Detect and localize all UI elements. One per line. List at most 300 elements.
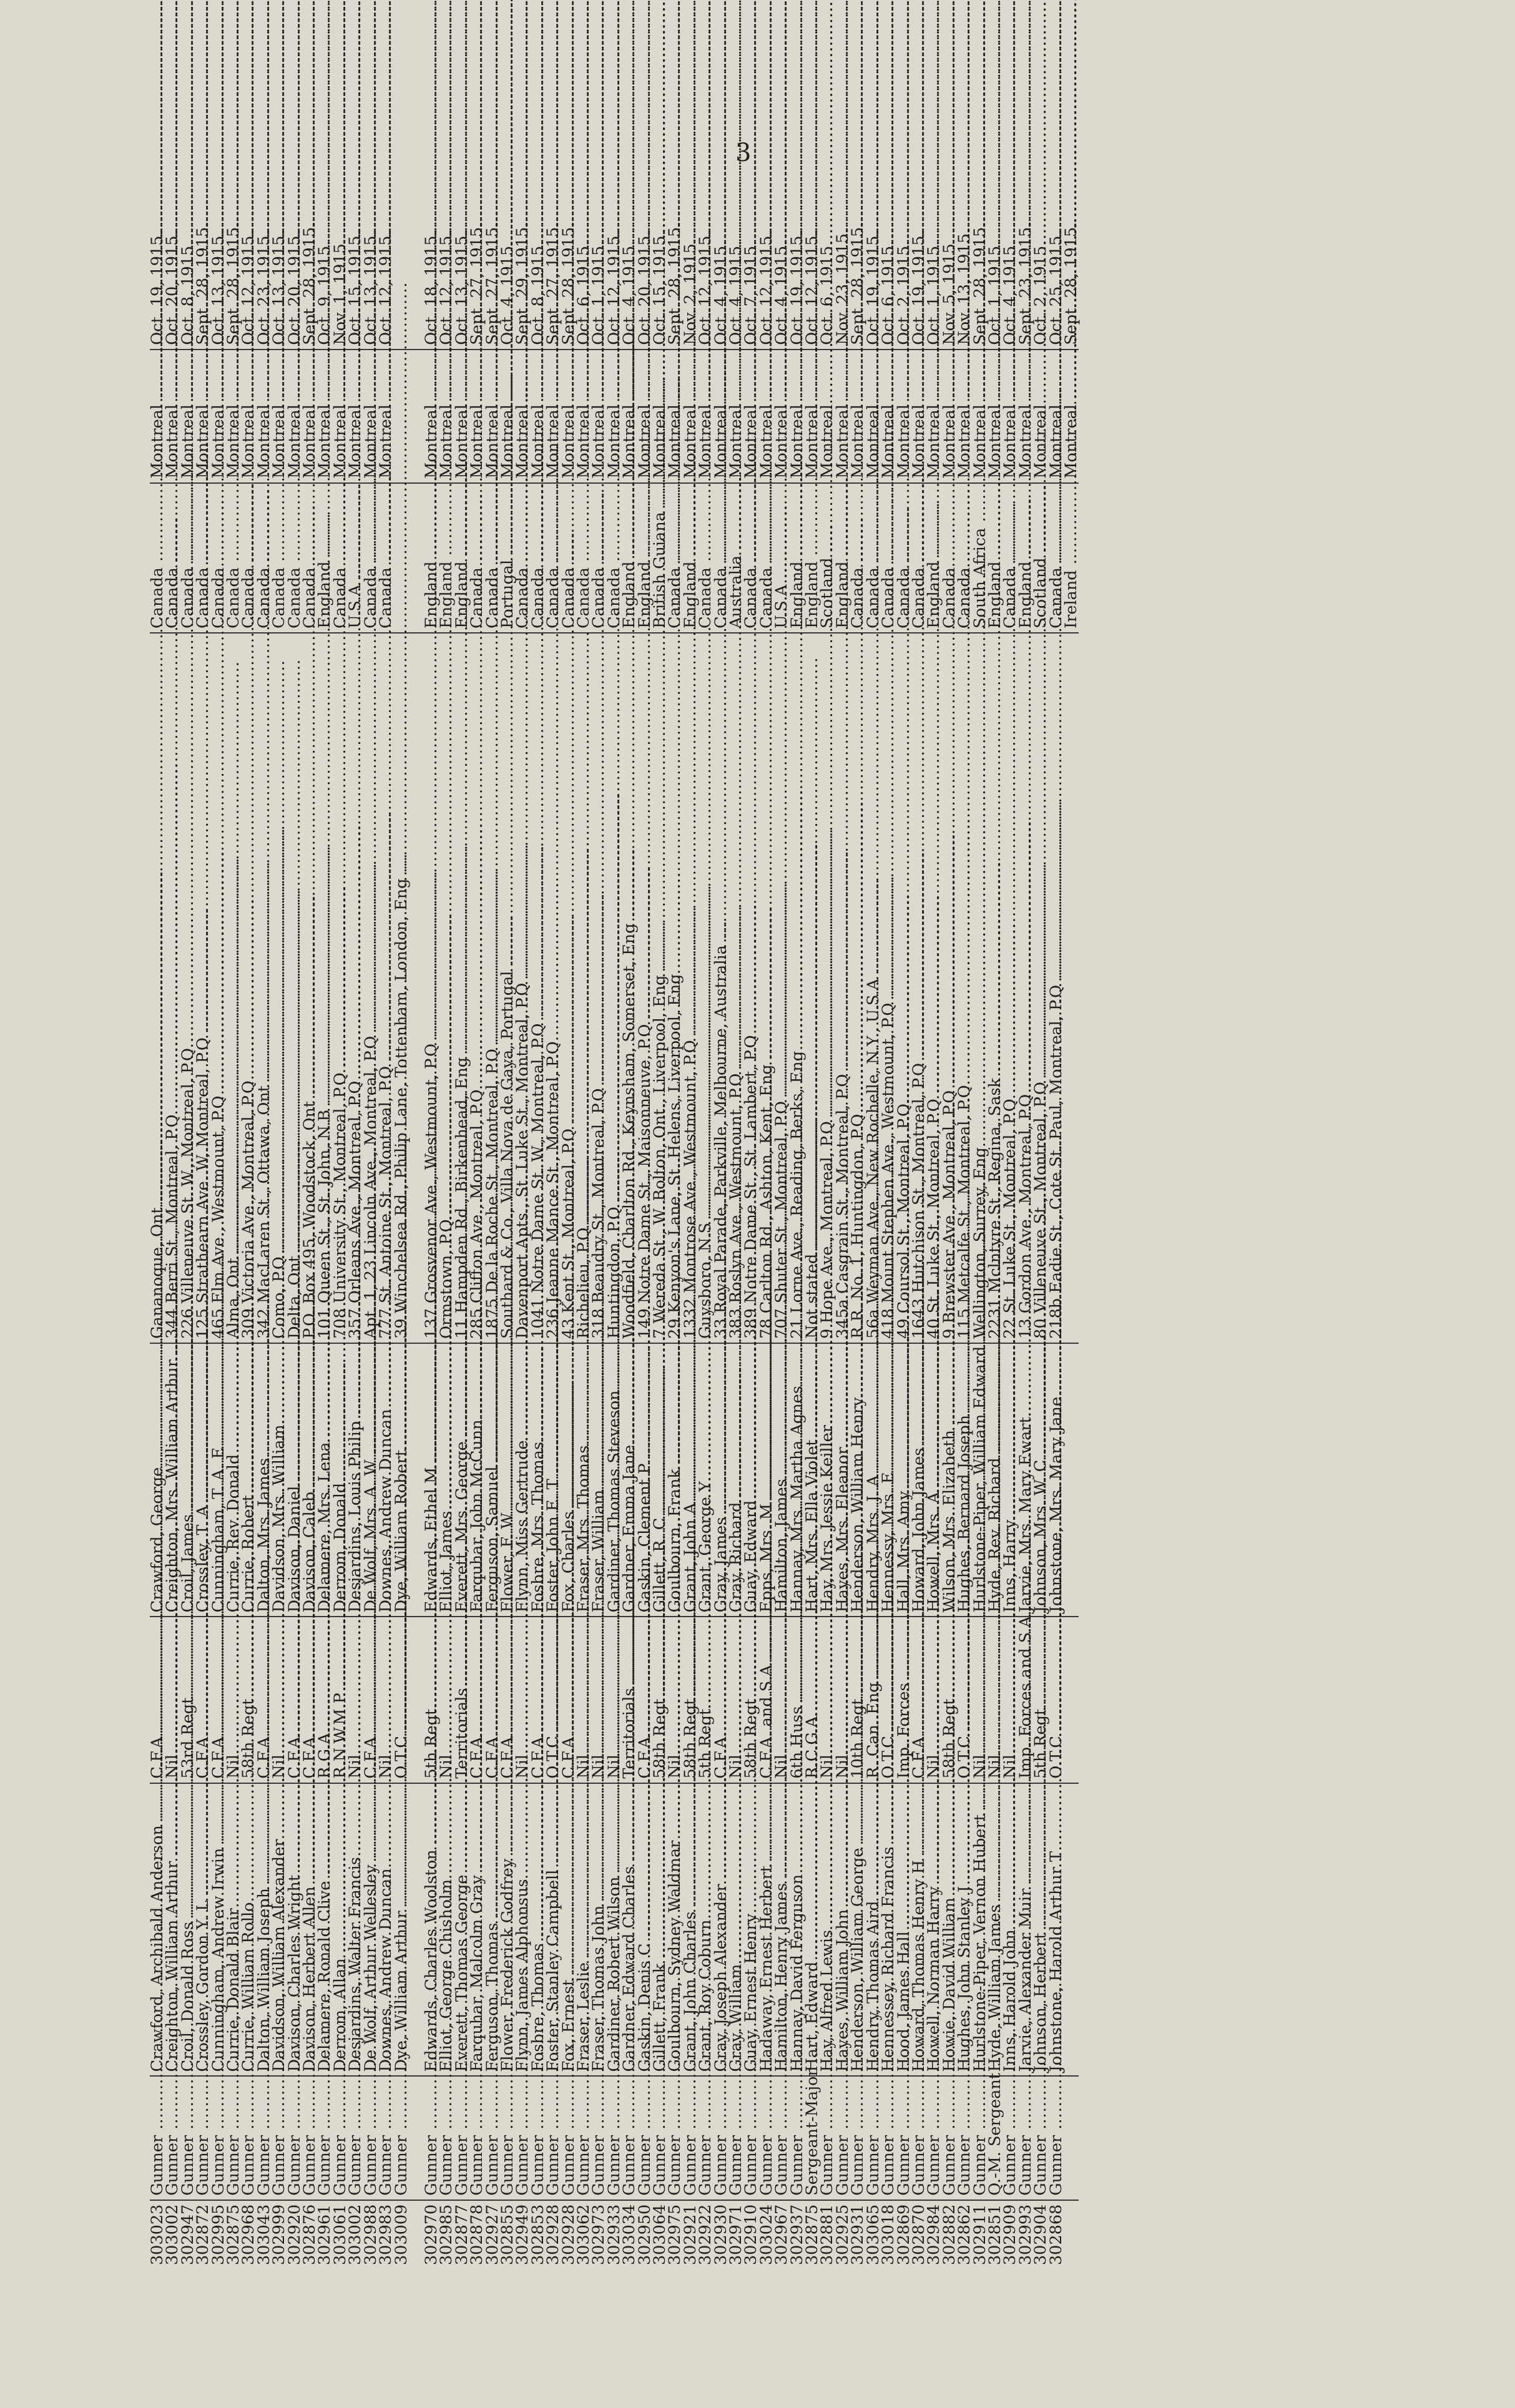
place-of-enlistment: Montreal <box>239 404 258 479</box>
former-unit: Territorials <box>452 1688 471 1779</box>
next-of-kin-address: Davenport Apts., St. Luke St., Montreal, P.Q <box>513 982 532 1339</box>
next-of-kin-address: Ormstown, P.Q <box>437 1219 456 1339</box>
date-of-enlistment: Oct. 6, 1915. <box>818 240 837 345</box>
next-of-kin-address-cell <box>1064 633 1079 1343</box>
regimental-number: 303002 <box>346 2204 365 2266</box>
next-of-kin-address: 22 St. Luke St., Montreal, P.Q <box>1001 1099 1020 1339</box>
regimental-number: 302950 <box>635 2204 654 2266</box>
next-of-kin: Flynn, Miss Gertrude <box>513 1440 532 1613</box>
rank: Gunner <box>742 2135 761 2196</box>
rank: Gunner <box>483 2135 502 2196</box>
former-unit: 53rd Regt <box>178 1697 197 1779</box>
soldier-name: Hennessey, Richard Francis <box>879 1846 898 2072</box>
country-of-birth: Canada <box>194 567 213 629</box>
country-of-birth: U.S.A <box>772 584 792 629</box>
place-of-enlistment: Montreal <box>909 404 928 479</box>
soldier-name: Hannay, David Ferguson <box>787 1874 807 2072</box>
soldier-name-cell <box>1046 1783 1066 2077</box>
soldier-name: Howie, David William <box>939 1897 959 2072</box>
next-of-kin-address: 309 Victoria Ave., Montreal, P.Q <box>239 1080 258 1339</box>
soldier-name: Grant, John Charles <box>680 1911 700 2072</box>
country-of-birth: Canada <box>224 567 243 629</box>
place-of-enlistment: Montreal <box>163 404 182 479</box>
regimental-number: 303002 <box>163 2204 182 2266</box>
date-of-enlistment: Sept. 28, 1915. <box>1061 222 1081 345</box>
rank: Gunner <box>620 2135 639 2196</box>
place-of-enlistment: Montreal <box>1016 404 1035 479</box>
rank: Gunner <box>208 2135 228 2196</box>
country-of-birth: England <box>315 561 335 629</box>
place-of-enlistment: Montreal <box>437 404 456 479</box>
soldier-name: Hyde, William James <box>985 1904 1004 2072</box>
next-of-kin-address: 137 Grosvenor Ave., Westmount, P.Q <box>421 1043 441 1339</box>
next-of-kin-address: 149 Notre Dame St., Maisonneuve, P.Q <box>635 1024 654 1339</box>
rank: Gunner <box>1001 2135 1020 2196</box>
country-of-birth: England <box>620 561 639 629</box>
soldier-name: Creighton, William Arthur <box>163 1861 182 2072</box>
place-of-enlistment: Montreal <box>727 404 746 479</box>
former-unit: Imp. Forces <box>894 1683 913 1779</box>
place-of-enlistment: Montreal <box>300 404 320 479</box>
rank-cell <box>1064 2076 1079 2200</box>
regimental-number: 302851 <box>985 2204 1004 2266</box>
country-of-birth: Canada <box>909 567 928 629</box>
country-of-birth: Canada <box>254 567 273 629</box>
former-unit: C.F.A <box>148 1736 167 1779</box>
soldier-name: Hay, Alfred Lewis <box>818 1929 837 2072</box>
country-of-birth: Scotland <box>818 557 837 629</box>
soldier-name: Hood, James Hall <box>894 1931 913 2072</box>
next-of-kin: Johnson, Mrs. W. C <box>1031 1459 1051 1613</box>
date-of-enlistment: Oct. 4, 1915. <box>772 240 792 345</box>
former-unit: Nil <box>270 1754 289 1779</box>
next-of-kin-address: 218b Eadie St., Cote St. Paul, Montreal, P.Q <box>1046 985 1066 1339</box>
rank: Gunner <box>468 2135 487 2196</box>
regimental-number: 302869 <box>894 2204 913 2266</box>
date-of-enlistment: Nov. 2, 1915. <box>680 238 700 345</box>
soldier-name: Davison, Charles Wright <box>285 1874 304 2072</box>
soldier-name: Desjardins, Walter Francis <box>346 1857 365 2072</box>
former-unit: O.T.C <box>544 1736 563 1779</box>
next-of-kin: Goulbourn, Frank <box>665 1469 685 1613</box>
former-unit-cell <box>1046 1617 1066 1783</box>
former-unit: C.F.A. and S.A <box>757 1665 776 1779</box>
next-of-kin-address: 78 Carlton Rd., Ashton, Kent, Eng <box>757 1064 776 1339</box>
regimental-number-cell <box>391 2200 411 2278</box>
country-of-birth: England <box>833 561 852 629</box>
date-of-enlistment: Sept. 28, 1915. <box>970 222 989 345</box>
country-of-birth: England <box>1016 561 1035 629</box>
page-number: 3 <box>735 139 752 167</box>
rank: Gunner <box>757 2135 776 2196</box>
next-of-kin-address: 33 Royal Parade, Parkville, Melbourne, Australia <box>711 945 730 1339</box>
rank: Gunner <box>970 2135 989 2196</box>
country-of-birth: South Africa <box>970 527 989 629</box>
country-of-birth: England <box>924 561 944 629</box>
country-of-birth: British Guiana <box>650 511 669 629</box>
next-of-kin-address: 226 Villeneuve St. W., Montreal, P.Q <box>178 1048 197 1339</box>
next-of-kin-cell <box>1046 1343 1066 1617</box>
date-of-enlistment: Sept. 27, 1915. <box>544 222 563 345</box>
next-of-kin: Grant, George Y <box>696 1481 715 1613</box>
next-of-kin: Gardner, Emma Jane <box>620 1444 639 1613</box>
next-of-kin: Elliot, James <box>437 1510 456 1613</box>
regimental-number: 303065 <box>863 2204 883 2266</box>
rank: Gunner <box>315 2135 335 2196</box>
next-of-kin-address: 13 Gordon Ave., Montreal, P.Q <box>1016 1094 1035 1339</box>
place-of-enlistment: Montreal <box>148 404 167 479</box>
rank: Gunner <box>589 2135 609 2196</box>
rank: Gunner <box>528 2135 547 2196</box>
date-of-enlistment: Oct. 23, 1915. <box>254 230 273 345</box>
place-of-enlistment: Montreal <box>468 404 487 479</box>
place-of-enlistment: Montreal <box>863 404 883 479</box>
regimental-number: 303024 <box>757 2204 776 2266</box>
next-of-kin: Epps, Mrs. M <box>757 1504 776 1613</box>
next-of-kin-cell <box>1064 1343 1079 1617</box>
next-of-kin: Fosbre, Mrs. Thomas <box>528 1441 547 1613</box>
next-of-kin: Currie, Robert <box>239 1495 258 1613</box>
regimental-number: 302967 <box>772 2204 792 2266</box>
place-of-enlistment: Montreal <box>772 404 792 479</box>
regimental-number: 302947 <box>178 2204 197 2266</box>
country-of-birth: Canada <box>696 567 715 629</box>
regimental-number: 302882 <box>939 2204 959 2266</box>
former-unit: C.F.A <box>361 1736 380 1779</box>
former-unit: Nil <box>727 1754 746 1779</box>
former-unit: Nil <box>437 1754 456 1779</box>
rank: Gunner <box>604 2135 624 2196</box>
next-of-kin: Flower, F. W <box>498 1512 517 1613</box>
regimental-number: 303061 <box>330 2204 350 2266</box>
next-of-kin: Hennessy, Mrs. E <box>879 1472 898 1613</box>
former-unit: R.G.A <box>315 1733 335 1779</box>
next-of-kin: Dye, William Robert <box>391 1449 411 1613</box>
place-of-enlistment: Montreal <box>939 404 959 479</box>
country-of-birth: Canada <box>208 567 228 629</box>
date-of-enlistment: Oct. 19, 1915. <box>909 230 928 345</box>
rank: Gunner <box>894 2135 913 2196</box>
next-of-kin-address: 21 Lorne Ave., Reading, Berks, Eng <box>787 1050 807 1339</box>
rank: Gunner <box>833 2135 852 2196</box>
former-unit: O.T.C <box>955 1736 974 1779</box>
regimental-number: 302910 <box>742 2204 761 2266</box>
next-of-kin: Desjardins, Louis Philip <box>346 1421 365 1613</box>
soldier-name: Jarvie, Alexander Muir <box>1016 1888 1035 2072</box>
next-of-kin: Johnstone, Mrs. Mary Jane <box>1046 1396 1066 1613</box>
rank: Sergeant-Major <box>803 2068 822 2196</box>
rank: Gunner <box>696 2135 715 2196</box>
soldier-name: Crawford, Archibald Anderson <box>148 1825 167 2072</box>
date-of-enlistment: Oct. 1, 1915. <box>924 240 944 345</box>
place-of-enlistment: Montreal <box>559 404 578 479</box>
soldier-name: Crossley, Gordon Y. L <box>194 1900 213 2072</box>
country-of-birth: Canada <box>285 567 304 629</box>
next-of-kin: Jarvie, Mrs. Mary Ewart <box>1016 1417 1035 1613</box>
former-unit: R.C.G.A <box>803 1716 822 1779</box>
soldier-name: Grant, Roy Coburn <box>696 1919 715 2072</box>
next-of-kin: Inns, Harry <box>1001 1519 1020 1613</box>
next-of-kin-address: 9 Brewster Ave., Montreal, P.Q <box>939 1090 959 1339</box>
rank: Gunner <box>376 2135 396 2196</box>
date-of-enlistment: Oct. 7, 1915. <box>742 240 761 345</box>
place-of-enlistment: Montreal <box>970 404 989 479</box>
next-of-kin: Croil, James <box>178 1514 197 1613</box>
place-of-enlistment: Montreal <box>224 404 243 479</box>
next-of-kin-address: Como, P.Q <box>270 1256 289 1339</box>
rank-cell <box>391 2076 411 2200</box>
rank: Gunner <box>513 2135 532 2196</box>
rank: Gunner <box>361 2135 380 2196</box>
date-of-enlistment: Oct. 20, 1915. <box>635 230 654 345</box>
soldier-name: Davison, Herbert Allen <box>300 1886 320 2072</box>
former-unit: Nil <box>1001 1754 1020 1779</box>
date-of-enlistment: Oct. 4, 1915. <box>620 240 639 345</box>
former-unit: C.F.A <box>208 1736 228 1779</box>
place-of-enlistment: Montreal <box>711 404 730 479</box>
regimental-number: 302933 <box>604 2204 624 2266</box>
regimental-number: 302875 <box>803 2204 822 2266</box>
next-of-kin: Davidson, Mrs. William <box>270 1424 289 1613</box>
regimental-number: 302930 <box>711 2204 730 2266</box>
next-of-kin-address: Delta, Ont <box>285 1255 304 1339</box>
former-unit: 58th Regt <box>239 1698 258 1779</box>
next-of-kin: Fraser, William <box>589 1489 609 1613</box>
country-of-birth: Canada <box>863 567 883 629</box>
date-of-enlistment: Oct. 4, 1915. <box>498 240 517 345</box>
regimental-number: 302988 <box>361 2204 380 2266</box>
date-of-enlistment: Sept. 28, 1915. <box>194 222 213 345</box>
rank: Gunner <box>863 2135 883 2196</box>
rank: Gunner <box>635 2135 654 2196</box>
next-of-kin: Hayes, Mrs. Eleanor <box>833 1447 852 1613</box>
rank: Gunner <box>1031 2135 1051 2196</box>
former-unit: C.F.A <box>300 1736 320 1779</box>
soldier-name: Ferguson, Thomas <box>483 1922 502 2072</box>
next-of-kin: Gray, James <box>711 1517 730 1613</box>
soldier-name: Hart, Edward <box>803 1961 822 2072</box>
former-unit: 5th Regt <box>421 1708 441 1779</box>
next-of-kin-address: 285 Clifton Ave., Montreal, P.Q <box>468 1089 487 1339</box>
next-of-kin: Foster, John E. T <box>544 1479 563 1613</box>
next-of-kin-address: 80 Villeneuve St., Montreal, P.Q <box>1031 1082 1051 1339</box>
country-of-birth: Canada <box>665 567 685 629</box>
next-of-kin-address: 125 Strathearn Ave. W, Montreal, P.Q <box>194 1037 213 1339</box>
country-of-birth: Canada <box>528 567 547 629</box>
next-of-kin: Derrom, Donald <box>330 1482 350 1613</box>
next-of-kin-address: 11 Hampden Rd., Birkenhead, Eng <box>452 1057 471 1339</box>
next-of-kin-address: R.R. No. 1, Huntingdon, P.Q <box>848 1113 868 1339</box>
regimental-number: 303023 <box>148 2204 167 2266</box>
place-of-enlistment: Montreal <box>1061 404 1081 479</box>
place-of-enlistment: Montreal <box>1031 404 1051 479</box>
place-of-enlistment: Montreal <box>346 404 365 479</box>
next-of-kin: Ferguson, Samuel <box>483 1466 502 1613</box>
place-of-enlistment-cell <box>1061 350 1081 483</box>
place-of-enlistment: Montreal <box>498 404 517 479</box>
next-of-kin-address: Wellington, Surrey, Eng <box>970 1147 989 1339</box>
next-of-kin: Dalton, Mrs. James <box>254 1457 273 1613</box>
regimental-number: 302909 <box>1001 2204 1020 2266</box>
rank: Gunner <box>163 2135 182 2196</box>
date-of-enlistment: Oct. 19, 1915. <box>787 230 807 345</box>
soldier-name: Gray, Joseph Alexander <box>711 1884 730 2072</box>
date-of-enlistment: Oct. 6, 1915. <box>574 240 593 345</box>
place-of-enlistment: Montreal <box>376 404 396 479</box>
date-of-enlistment: Oct. 15, 1915. <box>650 230 669 345</box>
regimental-number: 302868 <box>1046 2204 1066 2266</box>
country-of-birth: Canada <box>239 567 258 629</box>
country-of-birth: England <box>452 561 471 629</box>
regimental-number: 303062 <box>574 2204 593 2266</box>
next-of-kin: Fox, Charles <box>559 1511 578 1613</box>
next-of-kin-address: 707 Shuter St., Montreal, P.Q <box>772 1101 792 1339</box>
next-of-kin-address: 40 St. Luke St., Montreal, P.Q <box>924 1099 944 1339</box>
next-of-kin-address: 344 Berri St., Montreal, P.Q <box>163 1114 182 1339</box>
rank: Gunner <box>650 2135 669 2196</box>
former-unit: Imp. Forces and S.A <box>1016 1616 1035 1779</box>
country-of-birth: Canada <box>270 567 289 629</box>
date-of-enlistment: Oct. 12, 1915. <box>604 230 624 345</box>
former-unit: 58th Regt <box>742 1698 761 1779</box>
date-of-enlistment: Sept. 28, 1915. <box>224 222 243 345</box>
former-unit: 58th Regt <box>680 1698 700 1779</box>
place-of-enlistment: Montreal <box>270 404 289 479</box>
regimental-number: 302922 <box>696 2204 715 2266</box>
regimental-number: 302877 <box>452 2204 471 2266</box>
former-unit: Nil <box>574 1754 593 1779</box>
next-of-kin-address: Guysboro, N.S <box>696 1222 715 1339</box>
date-of-enlistment: Oct. 2, 1915. <box>1031 240 1051 345</box>
rank: Gunner <box>194 2135 213 2196</box>
country-of-birth: Canada <box>148 567 167 629</box>
former-unit: Nil <box>970 1754 989 1779</box>
former-unit: C.F.A <box>194 1736 213 1779</box>
rank: Gunner <box>727 2135 746 2196</box>
soldier-name: Hughes, John Stanley J <box>955 1886 974 2072</box>
regimental-number: 302971 <box>727 2204 746 2266</box>
next-of-kin: Creighton, Mrs. William Arthur <box>163 1359 182 1613</box>
rank: Gunner <box>544 2135 563 2196</box>
next-of-kin: Hart, Mrs. Ella Violet <box>803 1439 822 1613</box>
date-of-enlistment: Oct. 12, 1915. <box>376 230 396 345</box>
date-of-enlistment: Oct. 20, 1915. <box>285 230 304 345</box>
former-unit-cell <box>1064 1617 1079 1783</box>
country-of-birth: Canada <box>955 567 974 629</box>
date-of-enlistment: Oct. 12, 1915. <box>239 230 258 345</box>
country-of-birth: England <box>985 561 1004 629</box>
former-unit-cell <box>391 1617 411 1783</box>
rank: Gunner <box>955 2135 974 2196</box>
country-of-birth: England <box>803 561 822 629</box>
next-of-kin: Grant, John A <box>680 1502 700 1613</box>
country-of-birth: Canada <box>559 567 578 629</box>
date-of-enlistment: Oct. 4, 1915. <box>711 240 730 345</box>
country-of-birth: England <box>635 561 654 629</box>
rank: Gunner <box>224 2135 243 2196</box>
next-of-kin-address: 1875 De la Roche St., Montreal, P.Q <box>483 1049 502 1339</box>
rank: Gunner <box>879 2135 898 2196</box>
next-of-kin: Farquhar, John McCunn <box>468 1419 487 1613</box>
date-of-enlistment: Oct. 13, 1915. <box>270 230 289 345</box>
rank: Gunner <box>285 2135 304 2196</box>
regimental-number: 302911 <box>970 2204 989 2266</box>
date-of-enlistment: Sept. 27, 1915. <box>468 222 487 345</box>
soldier-name: Dalton, William Joseph <box>254 1887 273 2072</box>
date-of-enlistment: Sept. 29, 1915. <box>513 222 532 345</box>
soldier-name: Fraser, Leslie <box>574 1962 593 2072</box>
regimental-number: 303009 <box>391 2204 411 2266</box>
former-unit: Territorials <box>620 1688 639 1779</box>
next-of-kin: Hughes, Bernard Joseph <box>955 1414 974 1613</box>
next-of-kin: Guay, Edward <box>742 1500 761 1613</box>
soldier-name: Gaskin, Denis C <box>635 1943 654 2072</box>
next-of-kin: Gray, Richard <box>727 1502 746 1613</box>
former-unit: Nil <box>818 1754 837 1779</box>
date-of-enlistment: Sept. 28, 1915. <box>559 222 578 345</box>
rank: Gunner <box>574 2135 593 2196</box>
next-of-kin-address: 7 Wereda St., W. Bolton, Ont., Liverpool, Eng <box>650 975 669 1339</box>
next-of-kin: Cunningham, T. A. E <box>208 1447 228 1613</box>
next-of-kin-address: 2231 Mclntyre St., Regina, Sask <box>985 1077 1004 1339</box>
next-of-kin-address: 708 University St., Montreal, P.Q <box>330 1072 350 1339</box>
country-of-birth: U.S.A <box>346 584 365 629</box>
soldier-name: Howard, Thomas Henry H <box>909 1859 928 2072</box>
place-of-enlistment: Montreal <box>848 404 868 479</box>
country-of-birth: England <box>437 561 456 629</box>
soldier-name: Currie, Donald Blair <box>224 1908 243 2072</box>
regimental-number: 302931 <box>848 2204 868 2266</box>
country-of-birth: Canada <box>879 567 898 629</box>
former-unit: Nil <box>224 1754 243 1779</box>
next-of-kin: Hurlstone-Piper, William Edward <box>970 1346 989 1613</box>
next-of-kin: Currie, Rev. Donald <box>224 1454 243 1613</box>
former-unit: O.T.C <box>391 1736 411 1779</box>
regimental-number: 302862 <box>955 2204 974 2266</box>
rank: Gunner <box>270 2135 289 2196</box>
country-of-birth: Australia <box>727 555 746 629</box>
date-of-enlistment: Oct. 19, 1915. <box>863 230 883 345</box>
regimental-number: 302876 <box>300 2204 320 2266</box>
date-of-enlistment: Oct. 12, 1915. <box>803 230 822 345</box>
soldier-name: Johnson, Herbert <box>1031 1932 1051 2072</box>
regimental-number: 303043 <box>254 2204 273 2266</box>
regimental-number-cell <box>1064 2200 1079 2278</box>
next-of-kin: De Wolf, Mrs. A. W <box>361 1459 380 1613</box>
regimental-number: 302875 <box>224 2204 243 2266</box>
soldier-name: Johnstone, Harold Arthur T <box>1046 1851 1066 2072</box>
regimental-number-cell <box>1046 2200 1066 2278</box>
regimental-number: 302984 <box>924 2204 944 2266</box>
rank: Gunner <box>437 2135 456 2196</box>
place-of-enlistment: Montreal <box>361 404 380 479</box>
next-of-kin-address: Huntingdon, P.Q <box>604 1206 624 1339</box>
place-of-enlistment: Montreal <box>421 404 441 479</box>
next-of-kin: Delamere, Mrs. Lena <box>315 1442 335 1613</box>
former-unit: Nil <box>163 1754 182 1779</box>
place-of-enlistment: Montreal <box>985 404 1004 479</box>
next-of-kin-address: 357 Orleans Ave., Montreal, P.Q <box>346 1080 365 1339</box>
country-of-birth: Canada <box>711 567 730 629</box>
rank: Gunner <box>665 2135 685 2196</box>
date-of-enlistment: Oct. 4, 1915. <box>727 240 746 345</box>
regimental-number: 302872 <box>194 2204 213 2266</box>
place-of-enlistment: Montreal <box>879 404 898 479</box>
soldier-name: Hamilton, Henry James <box>772 1882 792 2072</box>
former-unit: O.T.C <box>879 1736 898 1779</box>
next-of-kin: Gaskin, Clement P <box>635 1463 654 1613</box>
date-of-enlistment: Oct. 13, 1915. <box>361 230 380 345</box>
